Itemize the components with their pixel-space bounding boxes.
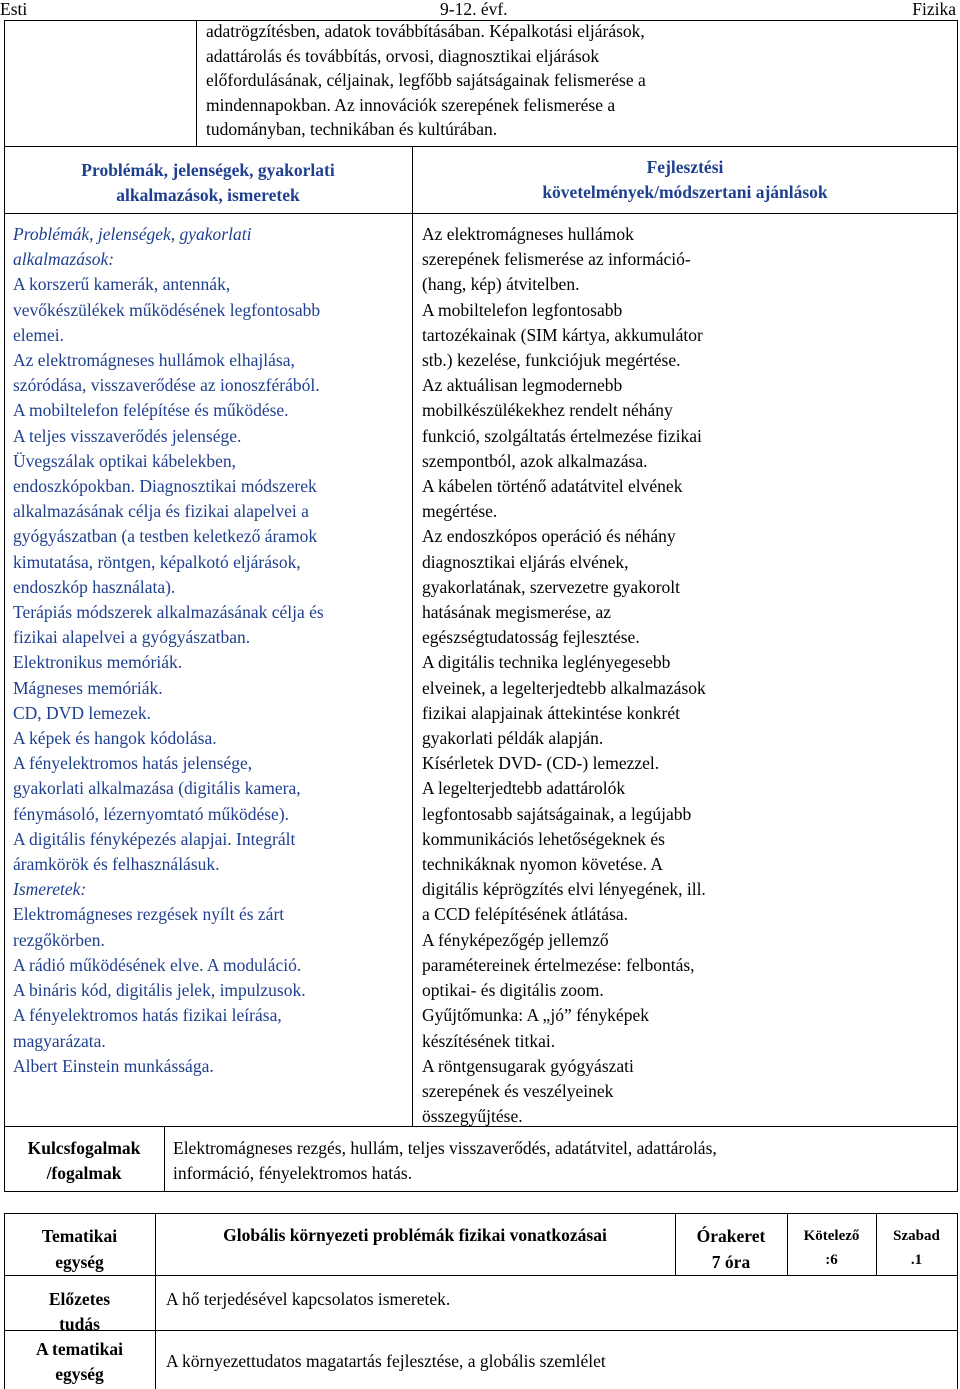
unit-title: Globális környezeti problémák fizikai vonatkozásai [223, 1225, 607, 1245]
content-line: A képek és hangok kódolása. [13, 728, 217, 749]
content-line: szóródása, visszaverődése az ionoszférából. [13, 375, 320, 396]
content-line: Elektromágneses rezgések nyílt és zárt [13, 904, 285, 925]
unit-table-top [4, 1213, 958, 1214]
content-line: Az endoszkópos operáció és néhány [422, 526, 676, 547]
left-column-header: Problémák, jelenségek, gyakorlati alkalmazások, ismeretek [81, 160, 335, 205]
content-line: technikáknak nyomon követése. A [422, 854, 664, 875]
content-line: egészségtudatosság fejlesztése. [422, 627, 640, 648]
key-concepts-text: Elektromágneses rezgés, hullám, teljes visszaverődés, adatátvitel, adattárolás, információ, fényelektromos hatás. [173, 1138, 717, 1183]
content-line: Az aktuálisan legmodernebb [422, 375, 623, 396]
content-line: szerepének és veszélyeinek [422, 1080, 614, 1101]
content-line: elveinek, a legelterjedtebb alkalmazások [422, 677, 706, 698]
content-line: megértése. [422, 501, 498, 522]
content-line: A fényelektromos hatás jelensége, [13, 753, 253, 774]
unit-table-right [957, 1213, 958, 1389]
content-line: funkció, szolgáltatás értelmezése fizikai [422, 425, 702, 446]
content-line: mobilkészülékekhez rendelt néhány [422, 400, 673, 421]
content-line: elemei. [13, 324, 65, 345]
content-line: A röntgensugarak gyógyászati [422, 1055, 634, 1076]
content-line: legfontosabb sajátságainak, a legújabb [422, 803, 692, 824]
content-line: A teljes visszaverődés jelensége. [13, 425, 242, 446]
content-line: fizikai alapelvei a gyógyászatban. [13, 627, 251, 648]
content-line: alkalmazásának célja és fizikai alapelvei a [13, 501, 309, 522]
prior-knowledge-label: Előzetes tudás [48, 1289, 111, 1334]
content-line: Terápiás módszerek alkalmazásának célja és [13, 602, 324, 623]
table-bottom-border [4, 1191, 958, 1192]
free-hours: Szabad .1 [893, 1228, 940, 1268]
content-line: összegyűjtése. [422, 1106, 523, 1127]
content-line: rezgőkörben. [13, 929, 105, 950]
content-line: Az elektromágneses hullámok elhajlása, [13, 350, 295, 371]
content-line: Kísérletek DVD- (CD-) lemezzel. [422, 753, 660, 774]
content-line: kommunikációs lehetőségeknek és [422, 828, 665, 849]
content-line: stb.) kezelése, funkciójuk megértése. [422, 350, 681, 371]
content-line: Üvegszálak optikai kábelekben, [13, 450, 237, 471]
column-divider-top [196, 20, 197, 146]
content-line: fizikai alapjainak áttekintése konkrét [422, 702, 681, 723]
content-line: Az elektromágneses hullámok [422, 224, 634, 244]
content-line: Elektronikus memóriák. [13, 652, 183, 673]
content-line: magyarázata. [13, 1030, 106, 1051]
unit-goal-text: A környezettudatos magatartás fejlesztése, a globális szemlélet [166, 1351, 606, 1371]
header-left: Esti [0, 0, 28, 19]
content-line: áramkörök és felhasználásuk. [13, 854, 220, 875]
header-right: Fizika [912, 0, 956, 19]
content-line: endoszkópokban. Diagnosztikai módszerek [13, 476, 317, 497]
content-line: vevőkészülékek működésének legfontosabb [13, 299, 321, 320]
content-line: A mobiltelefon legfontosabb [422, 299, 623, 320]
content-line: gyakorlatának, szervezetre gyakorolt [422, 576, 680, 597]
mandatory-hours: Kötelező :6 [803, 1228, 860, 1268]
row-rule-headers [4, 213, 958, 214]
content-line: A digitális technika leglényegesebb [422, 652, 671, 673]
intro-paragraph [206, 0, 946, 142]
content-line: fénymásoló, lézernyomtató működése). [13, 803, 290, 824]
right-column-header: Fejlesztési követelmények/módszertani ajánlások [542, 157, 828, 202]
content-line: Mágneses memóriák. [13, 677, 163, 698]
intro-line: adattárolás és továbbítás, orvosi, diagnosztikai eljárások [206, 45, 600, 66]
content-line: Albert Einstein munkássága. [13, 1055, 214, 1076]
hours-label: Órakeret 7 óra [696, 1226, 766, 1272]
key-concepts-label: Kulcsfogalmak /fogalmak [27, 1138, 141, 1183]
content-line: A fényelektromos hatás fizikai leírása, [13, 1005, 282, 1026]
subheading: Problémák, jelenségek, gyakorlati [13, 224, 252, 244]
intro-line: adatrögzítésben, adatok továbbításában. Képalkotási eljárások, [206, 21, 645, 41]
content-line: készítésének titkai. [422, 1030, 556, 1051]
row-rule-intro [4, 146, 958, 147]
content-line: A digitális fényképezés alapjai. Integrált [13, 828, 296, 849]
content-line: A bináris kód, digitális jelek, impulzusok. [13, 980, 306, 1001]
content-line: (hang, kép) átvitelben. [422, 274, 580, 295]
unit-label: Tematikai egység [41, 1226, 118, 1272]
content-line: paramétereinek értelmezése: felbontás, [422, 954, 695, 975]
content-line: tartozékainak (SIM kártya, akkumulátor [422, 324, 703, 345]
unit-goal-label: A tematikai egység [35, 1339, 123, 1384]
header-center: 9-12. évf. [440, 0, 508, 19]
content-line: A kábelen történő adatátvitel elvének [422, 476, 683, 497]
right-column-content [422, 222, 952, 1129]
content-line: Gyűjtőmunka: A „jó” fényképek [422, 1005, 649, 1026]
content-line: digitális képrögzítés elvi lényegének, ill. [422, 879, 706, 900]
content-line: A mobiltelefon felépítése és működése. [13, 400, 289, 421]
content-line: A korszerű kamerák, antennák, [13, 274, 231, 295]
content-line: szerepének felismerése az információ- [422, 249, 691, 270]
content-line: optikai- és digitális zoom. [422, 980, 604, 1001]
keyconcept-divider [164, 1126, 165, 1192]
content-line: A legelterjedtebb adattárolók [422, 778, 626, 799]
intro-line: tudományban, technikában és kultúrában. [206, 119, 498, 140]
content-line: hatásának megismerése, az [422, 602, 612, 623]
prior-knowledge-text: A hő terjedésével kapcsolatos ismeretek. [166, 1289, 451, 1309]
content-line: A rádió működésének elve. A moduláció. [13, 954, 302, 975]
intro-line: előfordulásának, céljainak, legfőbb sajátságainak felismerése a [206, 70, 646, 91]
content-line: gyakorlati példák alapján. [422, 728, 604, 749]
column-divider [412, 146, 413, 1126]
intro-line: mindennapokban. Az innovációk szerepének felismerése a [206, 94, 616, 115]
content-line: endoszkóp használata). [13, 576, 176, 597]
content-line: diagnosztikai eljárás elvének, [422, 551, 629, 572]
content-line: gyakorlati alkalmazása (digitális kamera, [13, 778, 301, 799]
left-column-content [13, 222, 409, 1079]
content-line: a CCD felépítésének átlátása. [422, 904, 629, 925]
unit-table-row-rule-1 [4, 1275, 958, 1276]
content-line: A fényképezőgép jellemző [422, 929, 609, 950]
subheading: Ismeretek: [13, 879, 87, 900]
content-line: szempontból, azok alkalmazása. [422, 450, 648, 471]
content-line: CD, DVD lemezek. [13, 702, 152, 723]
content-line: kimutatása, röntgen, képalkotó eljárások, [13, 551, 301, 572]
table-right-border [957, 20, 958, 1192]
subheading: alkalmazások: [13, 249, 115, 270]
content-line: gyógyászatban (a testben keletkező áramok [13, 526, 318, 547]
